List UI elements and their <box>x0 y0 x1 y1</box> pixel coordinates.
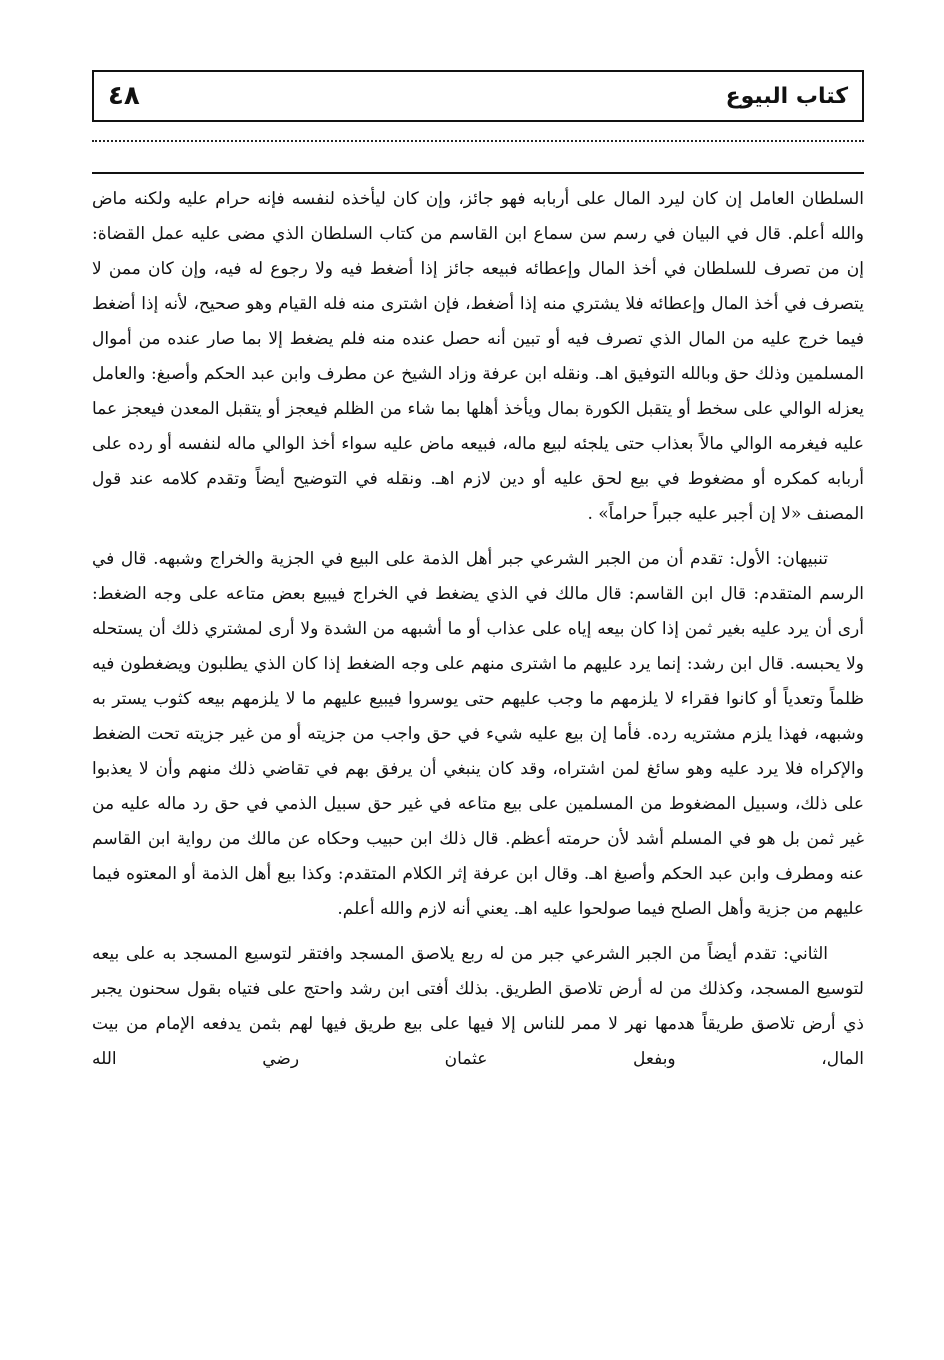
paragraph-1: السلطان العامل إن كان ليرد المال على أربابه فهو جائز، وإن كان ليأخذه لنفسه فإنه حرام عليه ولكنه ماض والله أعلم. قال في البيان في رسم سن سماع ابن القاسم من كتاب السلطان الذي مضى عليه عمل القضاة: إن من تصرف للسلطان في أخذ المال وإعطائه فبيعه جائز إذا أضغط فيه ولا رجوع له فيه، وإن كان ممن لا يتصرف في أخذ المال وإعطائه فلا يشتري منه إذا أضغط، فإن اشترى منه فله القيام وهو صحيح، لأنه إذا أضغط فيما خرج عليه من المال الذي تصرف فيه أو تبين أنه حصل عنده منه فلم يضغط إلا بما صار عنده من أموال المسلمين وذلك حق وبالله التوفيق اهـ. ونقله ابن عرفة وزاد الشيخ عن مطرف وابن عبد الحكم وأصبغ: والعامل يعزله الوالي على سخط أو يتقبل الكورة بمال ويأخذ أهلها بما شاء من الظلم فيعجز أو يتقبل المعدن فيعجز عما عليه فيغرمه الوالي مالاً بعذاب حتى يلجئه لبيع ماله، فبيعه ماض عليه سواء أخذ الوالي ماله لنفسه أو رده على أربابه كمكره أو مضغوط في بيع لحق عليه أو دين لازم اهـ. ونقله في التوضيح أيضاً وتقدم كلامه عند قول المصنف «لا إن أجبر عليه جبراً حراماً» . <box>92 189 864 524</box>
horizontal-rule <box>92 172 864 174</box>
dotted-separator <box>92 140 864 142</box>
paragraph-3: الثاني: تقدم أيضاً من الجبر الشرعي جبر من له ربع يلاصق المسجد وافتقر لتوسيع المسجد به على بيعه لتوسيع المسجد، وكذلك من له أرض تلاصق الطريق. بذلك أفتى ابن رشد واحتج على فتياه بقول سحنون يجبر ذي أرض تلاصق طريقاً هدمها نهر لا ممر للناس إلا فيها على بيع طريق فيها لهم بثمن يدفعه الإمام من بيت المال، وبفعل عثمان رضي الله <box>92 944 864 1069</box>
page-number: ٤٨ <box>108 81 140 111</box>
book-title: كتاب البيوع <box>725 83 848 109</box>
body-text <box>92 182 864 1077</box>
running-header <box>92 70 864 122</box>
paragraph-2: تنبيهان: الأول: تقدم أن من الجبر الشرعي جبر أهل الذمة على البيع في الجزية والخراج وشبهه. قال في الرسم المتقدم: قال ابن القاسم: قال مالك في الذي يضغط في الخراج فيبيع بعض متاعه على وجه الضغط: أرى أن يرد عليه بغير ثمن إذا كان بيعه إياه على عذاب أو ما أشبهه من الشدة ولا أرى لمشتري ذلك أن يستحله ولا يحبسه. قال ابن رشد: إنما يرد عليهم ما اشترى منهم على وجه الضغط إذا كان الذي يطلبون ويضغطون فيه ظلماً وتعدياً أو كانوا فقراء لا يلزمهم ما وجب عليهم حتى يوسروا فيبيع عليهم ما لا يلزمهم بيعه كثوب يستر به وشبهه، فهذا يلزم مشتريه رده. فأما إن بيع عليه شيء في حق واجب من جزيته أو من غير جزيته تحت الضغط والإكراه فلا يرد عليه وهو سائغ لمن اشتراه، وقد كان ينبغي أن يرفق بهم في تقاضي ذلك منهم وأن لا يعذبوا على ذلك، وسبيل المضغوط من المسلمين على بيع متاعه في غير حق سبيل الذمي في حق رد ماله عليه من غير ثمن بل هو في المسلم أشد لأن حرمته أعظم. قال ذلك ابن حبيب وحكاه عن مالك من رواية ابن القاسم عنه ومطرف وابن عبد الحكم وأصبغ اهـ. وقال ابن عرفة إثر الكلام المتقدم: وكذا بيع أهل الذمة أو المعتوه فيما عليهم من جزية وأهل الصلح فيما صولحوا عليه اهـ. يعني أنه لازم والله أعلم. <box>92 549 864 919</box>
